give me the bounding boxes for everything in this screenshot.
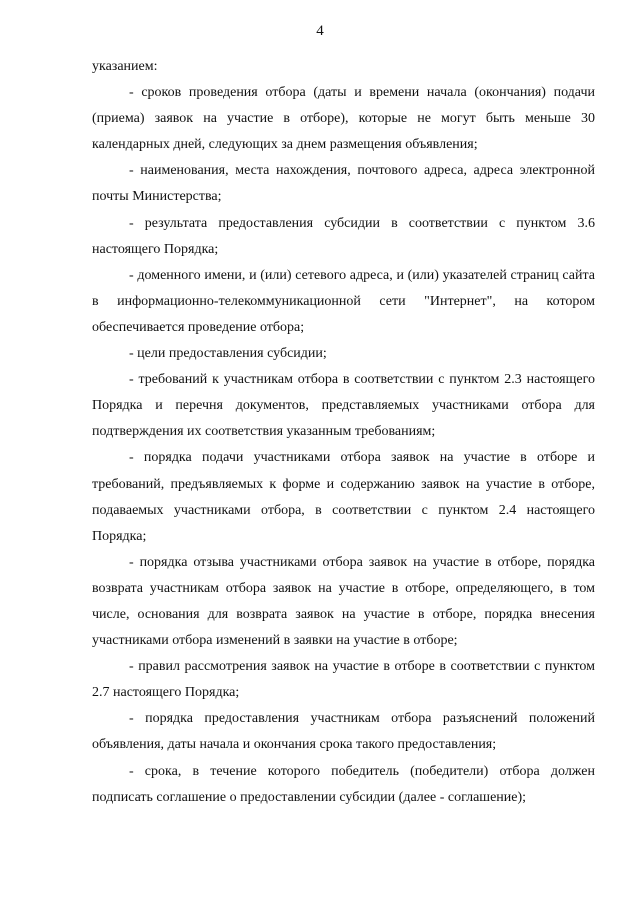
paragraph-lead: указанием: <box>92 59 158 74</box>
list-item: - результата предоставления субсидии в соответствии с пунктом 3.6 настоящего Порядка; <box>92 215 595 257</box>
list-item: - срока, в течение которого победитель (победители) отбора должен подписать соглашение о предоставлении субсидии (далее - соглашение); <box>92 763 595 805</box>
page-number: 4 <box>316 23 324 39</box>
list-item: - порядка предоставления участникам отбора разъяснений положений объявления, даты начала и окончания срока такого предоставления; <box>92 711 595 753</box>
document-body <box>92 54 595 811</box>
list-item: - порядка отзыва участниками отбора заявок на участие в отборе, порядка возврата участникам отбора заявок на участие в отборе, определяющего, в том числе, основания для возврата заявок на участие в отборе, порядка внесения участниками отбора изменений в заявки на участие в отборе; <box>92 554 595 649</box>
list-item: - порядка подачи участниками отбора заявок на участие в отборе и требований, предъявляемых к форме и содержанию заявок на участие в отборе, подаваемых участниками отбора, в соответствии с пунктом 2.4 настоящего Порядка; <box>92 450 595 544</box>
list-item: - цели предоставления субсидии; <box>129 346 327 362</box>
list-item: - сроков проведения отбора (даты и времени начала (окончания) подачи (приема) заявок на участие в отборе), которые не могут быть меньше 30 календарных дней, следующих за днем размещения объявления; <box>92 85 595 153</box>
list-item: - доменного имени, и (или) сетевого адреса, и (или) указателей страниц сайта в информационно-телекоммуникационной сети "Интернет", на котором обеспечивается проведение отбора; <box>92 267 595 335</box>
list-item: - требований к участникам отбора в соответствии с пунктом 2.3 настоящего Порядка и перечня документов, представляемых участниками отбора для подтверждения их соответствия указанным требованиям; <box>92 372 595 440</box>
list-item: - наименования, места нахождения, почтового адреса, адреса электронной почты Министерства; <box>92 163 595 205</box>
list-item: - правил рассмотрения заявок на участие в отборе в соответствии с пунктом 2.7 настоящего Порядка; <box>92 659 595 701</box>
